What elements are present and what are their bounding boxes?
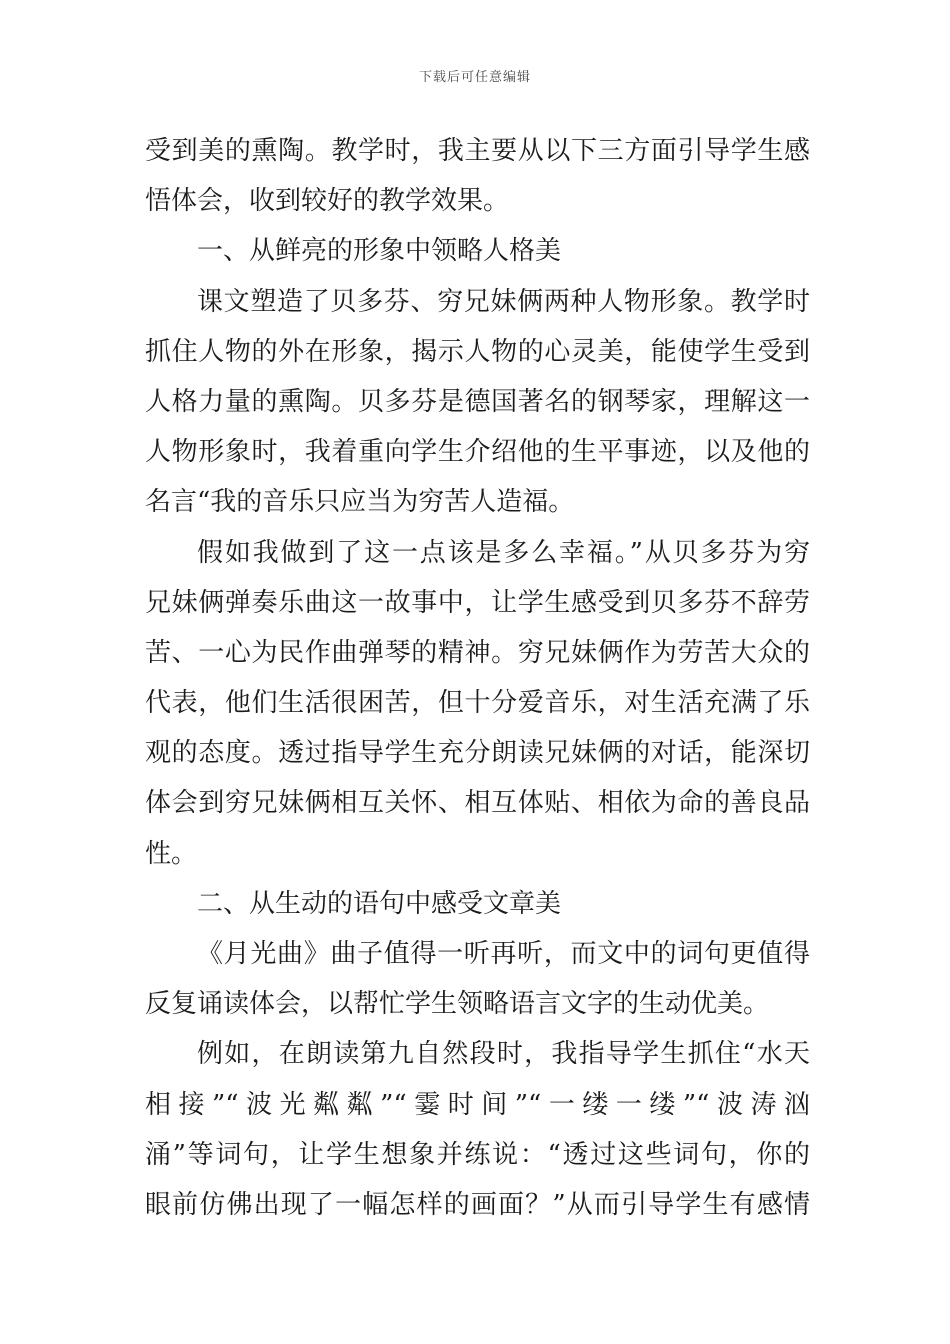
text-line: 人物形象时，我着重向学生介绍他的生平事迹，以及他的 [145,437,810,468]
text-line: 体会到穷兄妹俩相互关怀、相互体贴、相依为命的善良品 [145,788,810,819]
text-line: 《月光曲》曲子值得一听再听，而文中的词句更值得 [197,939,810,969]
text-line: 性。 [145,838,198,869]
document-body [145,126,810,1230]
text-line: 一、从鲜亮的形象中领略人格美 [197,236,562,267]
text-line: 悟体会，收到较好的教学效果。 [145,186,510,217]
page-header-note: 下载后可任意编辑 [418,70,531,85]
text-line: 人格力量的熏陶。贝多芬是德国著名的钢琴家，理解这一 [145,386,810,417]
text-line: 眼前仿佛出现了一幅怎样的画面？”从而引导学生有感情 [145,1189,810,1220]
text-line: 观的态度。透过指导学生充分朗读兄妹俩的对话，能深切 [145,738,810,769]
text-line: 受到美的熏陶。教学时，我主要从以下三方面引导学生感 [145,136,810,166]
text-line: 二、从生动的语句中感受文章美 [197,888,562,919]
text-line: 反复诵读体会，以帮忙学生领略语言文字的生动优美。 [145,989,770,1020]
text-line: 抓住人物的外在形象，揭示人物的心灵美，能使学生受到 [145,336,810,367]
text-line: 课文塑造了贝多芬、穷兄妹俩两种人物形象。教学时 [197,286,810,317]
text-line: 名言“我的音乐只应当为穷苦人造福。 [145,487,575,518]
text-line: 代表，他们生活很困苦，但十分爱音乐，对生活充满了乐 [145,688,810,719]
text-line: 兄妹俩弹奏乐曲这一故事中，让学生感受到贝多芬不辞劳 [145,587,810,618]
text-line: 相接”“波光粼粼”“霎时间”“一缕一缕”“波涛汹 [145,1089,810,1120]
text-line: 假如我做到了这一点该是多么幸福。”从贝多芬为穷 [197,537,810,568]
text-line: 例如，在朗读第九自然段时，我指导学生抓住“水天 [197,1039,810,1070]
text-line: 苦、一心为民作曲弹琴的精神。穷兄妹俩作为劳苦大众的 [145,637,810,668]
text-line: 涌”等词句，让学生想象并练说：“透过这些词句，你的 [145,1139,810,1170]
